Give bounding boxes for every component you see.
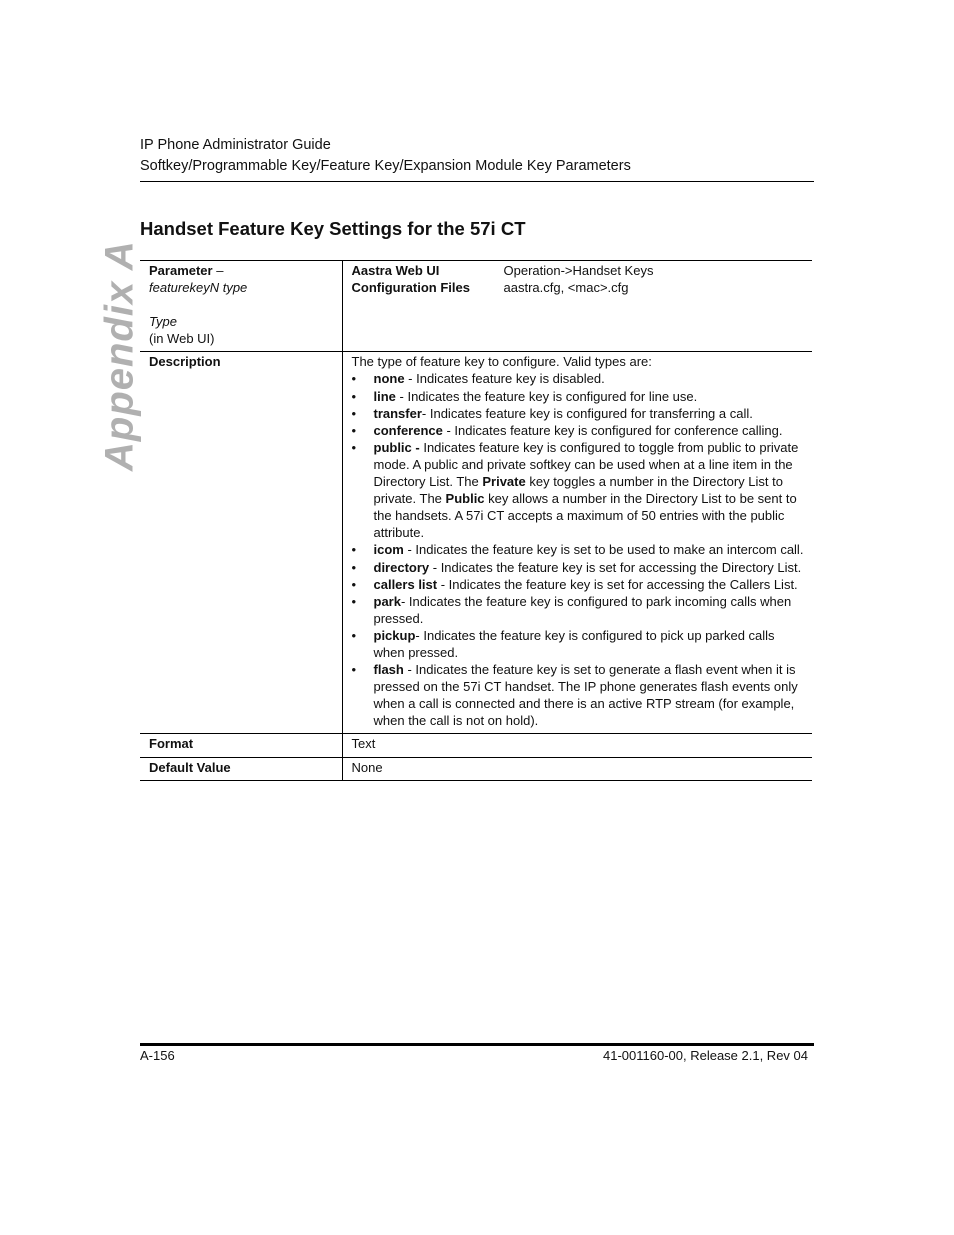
description-label: Description [149,354,221,370]
document-id: 41-001160-00, Release 2.1, Rev 04 [602,1048,808,1063]
list-item [352,541,805,558]
list-item [352,627,805,661]
source-value-config-files: aastra.cfg, <mac>.cfg [503,280,629,296]
parameter-dash: – [212,263,224,278]
type-text: - Indicates the feature key is configured to pick up parked calls when pressed. [373,627,775,660]
type-text: - Indicates the feature key is set for accessing the Directory List. [429,559,802,575]
type-term: none [373,371,405,387]
parameter-name: featurekeyN type [149,280,248,296]
list-item [352,576,805,593]
source-value-web-ui: Operation->Handset Keys [503,263,654,278]
parameter-cell [140,261,342,352]
type-term: park [373,593,401,609]
appendix-side-tab: Appendix A [97,240,142,472]
list-item [352,388,805,405]
header-divider [140,181,814,182]
type-text: - Indicates the feature key is configured for line use. [395,388,698,404]
type-text: - Indicates feature key is configured for conference calling. [442,422,783,438]
type-text: - Indicates feature key is disabled. [404,371,605,387]
running-header-title: IP Phone Administrator Guide [140,137,331,153]
type-text: - Indicates the feature key is set to generate a flash event when it is pressed on the 57i CT handset. The IP phone generates flash events only when a call is connected and there is an active RTP stream (for example, when the call is not on hold). [373,662,798,729]
list-item [352,593,805,627]
type-term: public - [373,439,424,455]
description-cell [342,352,812,734]
format-value-cell [342,734,812,757]
format-value: Text [351,736,376,752]
parameter-table [140,260,812,781]
default-value-cell [342,757,812,780]
type-term: icom [373,542,404,558]
list-item [352,661,805,729]
running-header-subtitle: Softkey/Programmable Key/Feature Key/Expansion Module Key Parameters [140,158,631,174]
list-item [352,422,805,439]
page-number: A-156 [140,1048,175,1063]
description-intro: The type of feature key to configure. Valid types are: [351,354,652,370]
source-label-web-ui: Aastra Web UI [351,263,440,278]
type-text: - Indicates feature key is configured for transferring a call. [421,405,753,421]
description-label-cell [140,352,342,734]
list-item [352,559,805,576]
type-text: key toggles a number in the Directory List to private. The [373,474,783,507]
type-term: flash [373,662,404,678]
type-list [352,370,805,729]
web-ui-name: Type [149,314,177,330]
format-label: Format [149,736,194,752]
format-label-cell [140,734,342,757]
default-value: None [351,759,383,775]
description-row [140,352,812,734]
type-term-private: Private [482,474,526,490]
type-text: Indicates feature key is configured to toggle from public to private mode. A public and private softkey can be used when at a line item in the Directory List. The [373,439,799,490]
web-ui-note: (in Web UI) [149,331,215,347]
list-item [352,439,805,542]
sources-cell [342,261,812,352]
default-label-cell [140,757,342,780]
type-text: - Indicates the feature key is set for accessing the Callers List. [437,576,798,592]
type-term: pickup [373,627,416,643]
sources-grid [352,262,805,296]
spacer [149,296,342,313]
section-title: Handset Feature Key Settings for the 57i CT [140,218,526,239]
type-text: - Indicates the feature key is set to be used to make an intercom call. [403,542,804,558]
type-term: transfer [373,405,422,421]
default-value-label: Default Value [149,759,231,775]
type-term: directory [373,559,430,575]
list-item [352,370,805,387]
parameter-row [140,261,812,352]
type-term: callers list [373,576,438,592]
footer-divider [140,1043,814,1046]
type-term: conference [373,422,443,438]
type-term: line [373,388,396,404]
parameter-heading [149,262,342,279]
format-row [140,734,812,757]
parameter-label: Parameter [149,263,213,278]
default-value-row [140,757,812,780]
list-item [352,405,805,422]
type-term-public: Public [445,491,485,507]
source-label-config-files: Configuration Files [351,280,470,296]
type-text: - Indicates the feature key is configured to park incoming calls when pressed. [373,593,792,626]
type-text: key allows a number in the Directory List to be sent to the handsets. A 57i CT accepts a maximum of 50 entries with the public attribute. [373,491,797,541]
